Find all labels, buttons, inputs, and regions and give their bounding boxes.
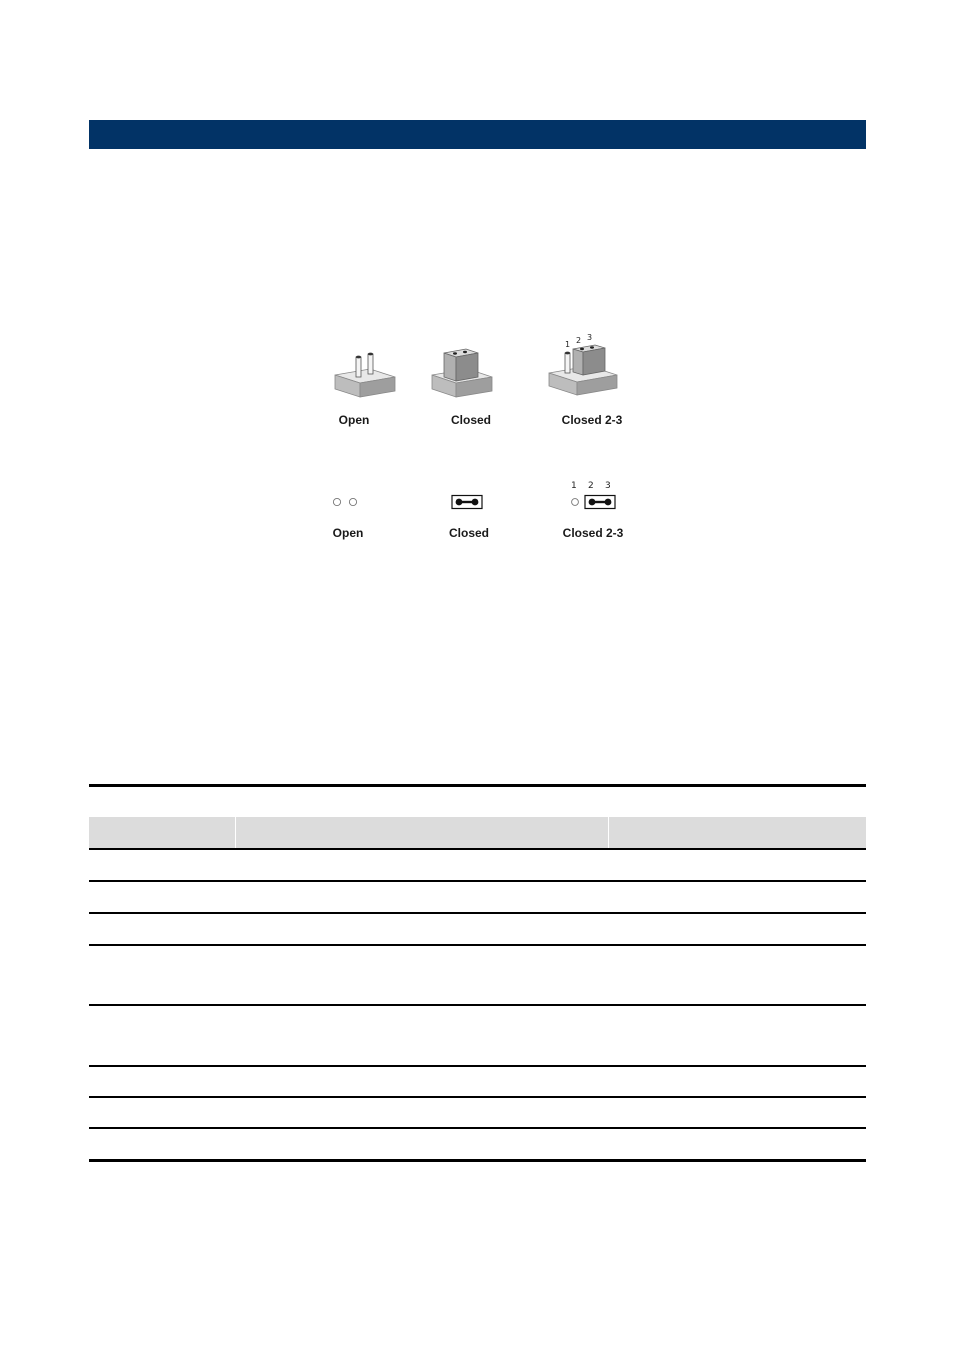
table-row — [89, 1067, 866, 1096]
section-header-banner — [89, 120, 866, 149]
table-row — [89, 850, 866, 880]
photo-label-open: Open — [338, 413, 370, 427]
photo-pin-number-3: 3 — [587, 333, 593, 342]
photo-pin-number-1: 1 — [565, 340, 571, 349]
schematic-label-open: Open — [332, 526, 364, 540]
jumper-schematic-closed-2-3 — [567, 494, 617, 510]
table-top-rule — [89, 784, 866, 787]
schematic-pin-number-1: 1 — [571, 481, 577, 491]
jumper-photo-closed-2-3 — [545, 333, 625, 403]
table-header-cell — [89, 817, 236, 848]
table-header-cell — [609, 817, 866, 848]
schematic-label-closed: Closed — [448, 526, 490, 540]
schematic-pin-number-2: 2 — [588, 481, 594, 491]
photo-label-closed-2-3: Closed 2-3 — [561, 413, 623, 427]
jumper-photo-open — [330, 345, 400, 405]
photo-pin-number-2: 2 — [576, 336, 582, 345]
table-row — [89, 1098, 866, 1127]
table-row — [89, 1129, 866, 1159]
table-bottom-rule — [89, 1159, 866, 1162]
schematic-label-closed-2-3: Closed 2-3 — [562, 526, 624, 540]
jumper-schematic-closed — [451, 494, 483, 510]
table-header-row — [89, 817, 866, 848]
table-row — [89, 914, 866, 944]
jumper-schematic-open — [330, 495, 362, 509]
table-row — [89, 882, 866, 912]
jumper-photo-closed — [428, 343, 498, 403]
table-row — [89, 1006, 866, 1065]
table-header-cell — [236, 817, 609, 848]
schematic-pin-number-3: 3 — [605, 481, 611, 491]
photo-label-closed: Closed — [450, 413, 492, 427]
table-row — [89, 946, 866, 1004]
